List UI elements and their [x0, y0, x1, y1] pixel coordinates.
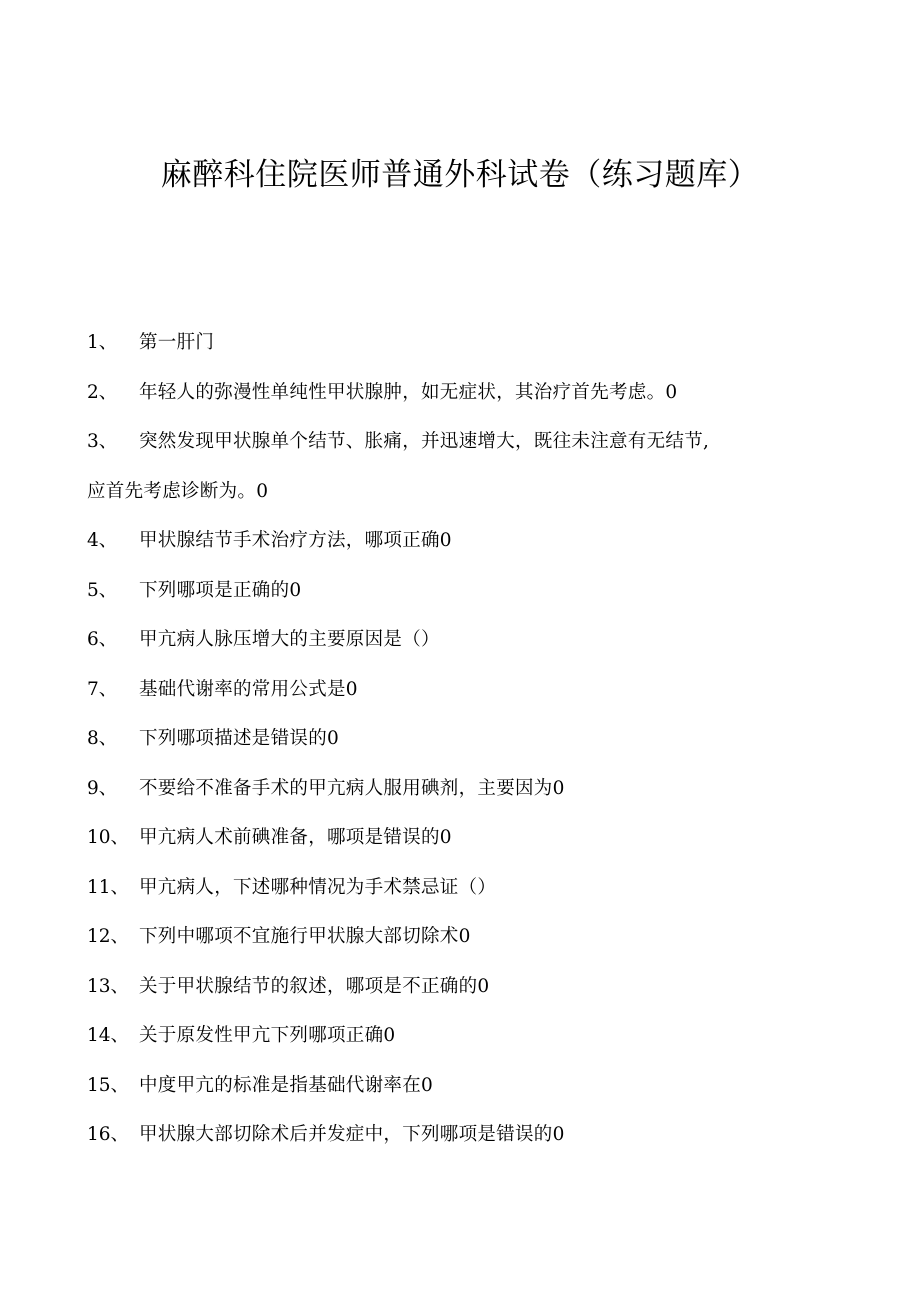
question-item	[87, 368, 807, 418]
question-text: 中度甲亢的标准是指基础代谢率在0	[139, 1074, 434, 1096]
question-number: 4、	[87, 530, 118, 551]
question-text: 基础代谢率的常用公式是0	[139, 678, 358, 700]
question-text-continued: 应首先考虑诊断为。0	[87, 480, 269, 502]
question-item	[87, 962, 807, 1012]
question-text: 关于甲状腺结节的叙述，哪项是不正确的0	[139, 975, 490, 997]
question-item	[87, 516, 807, 566]
question-list	[87, 318, 807, 1160]
question-item	[87, 1061, 807, 1111]
question-text: 下列哪项是正确的0	[139, 579, 302, 601]
question-item	[87, 912, 807, 962]
question-number: 3、	[87, 431, 118, 452]
question-text: 甲状腺结节手术治疗方法，哪项正确0	[139, 530, 452, 551]
question-text: 年轻人的弥漫性单纯性甲状腺肿，如无症状，其治疗首先考虑。0	[139, 381, 678, 403]
question-text: 关于原发性甲亢下列哪项正确0	[139, 1025, 396, 1046]
question-number: 8、	[87, 728, 118, 749]
question-text: 下列哪项描述是错误的0	[139, 728, 340, 749]
question-number: 5、	[87, 579, 118, 601]
question-text: 第一肝门	[139, 332, 215, 353]
question-number: 6、	[87, 629, 118, 650]
question-text: 甲状腺大部切除术后并发症中，下列哪项是错误的0	[139, 1124, 565, 1145]
question-item	[87, 566, 807, 616]
document-title: 麻醉科住院医师普通外科试卷（练习题库）	[160, 157, 760, 193]
question-text: 突然发现甲状腺单个结节、胀痛，并迅速增大，既往未注意有无结节,	[139, 431, 710, 452]
question-item	[87, 665, 807, 715]
question-text: 甲亢病人，下述哪种情况为手术禁忌证（）	[139, 876, 497, 898]
question-text: 下列中哪项不宜施行甲状腺大部切除术0	[139, 926, 471, 947]
question-continuation	[87, 467, 807, 517]
question-number: 12、	[87, 926, 130, 947]
question-number: 9、	[87, 777, 118, 799]
question-item	[87, 615, 807, 665]
question-item	[87, 714, 807, 764]
question-text: 不要给不准备手术的甲亢病人服用碘剂，主要因为0	[139, 777, 565, 799]
question-item	[87, 764, 807, 814]
question-number: 10、	[87, 827, 130, 848]
question-item	[87, 417, 807, 467]
question-item	[87, 1011, 807, 1061]
question-number: 13、	[87, 975, 130, 997]
question-text: 甲亢病人术前碘准备，哪项是错误的0	[139, 827, 452, 848]
question-text: 甲亢病人脉压增大的主要原因是（）	[139, 629, 440, 650]
question-number: 11、	[87, 876, 130, 898]
question-number: 16、	[87, 1124, 130, 1145]
question-item	[87, 1110, 807, 1160]
question-number: 14、	[87, 1025, 130, 1046]
question-item	[87, 813, 807, 863]
question-number: 7、	[87, 678, 118, 700]
question-number: 15、	[87, 1074, 130, 1096]
question-number: 1、	[87, 332, 118, 353]
question-item	[87, 318, 807, 368]
question-number: 2、	[87, 381, 118, 403]
question-item	[87, 863, 807, 913]
